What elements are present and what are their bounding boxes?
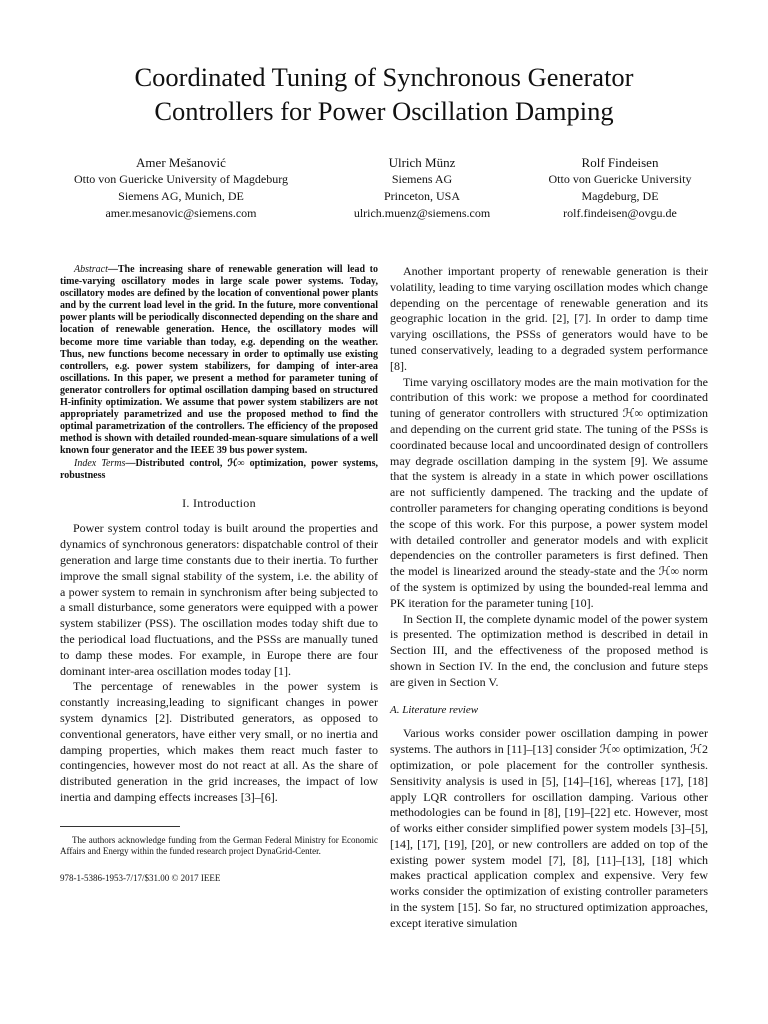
section-heading-introduction: I. Introduction: [182, 495, 256, 510]
body-paragraph-4: Various works consider power oscillation damping in power systems. The authors in [11]–[13] consider ℋ∞ optimization, ℋ2 optimization, or pole placement for the controller synthesis. Sensitivity analysis is used in [5], [14]–[16], whereas [17], [18] apply LQR controllers for oscillation damping. Various other methodologies can be found in [8], [19]–[22] etc. However, most of works either consider simplified power system models [3]–[5], [14], [17], [19], [20], or new controllers are added on top of the existing power system model [7], [8], [11]–[13], [18] which makes practical application complex and expensive. Very few works consider the optimization of existing controller parameters in the system [15]. So far, no structured optimization approaches, except iterative simulation: [390, 726, 708, 930]
author-block-2: [322, 154, 522, 222]
author-affiliation: Otto von Guericke University: [548, 172, 692, 186]
author-email: amer.mesanovic@siemens.com: [105, 206, 257, 220]
intro-paragraph-2: The percentage of renewables in the power system is constantly increasing,leading to significant changes in power system dynamics [2]. Distributed generators, as opposed to conventional generators, have either very small, or no inertia and damping properties, which makes them react much faster to contingencies, however most do not react at all. As the share of distributed generation in the grid increases, the impact of low inertia and damping effects increases [3]–[6].: [60, 679, 378, 805]
author-affiliation: Magdeburg, DE: [581, 189, 659, 203]
author-affiliation: Siemens AG, Munich, DE: [118, 189, 244, 203]
index-terms: [60, 458, 378, 482]
paper-title: [40, 60, 728, 128]
author-affiliation: Otto von Guericke University of Magdeburg: [73, 172, 289, 186]
body-paragraph-2: Time varying oscillatory modes are the main motivation for the contribution of this work: we propose a method for coordinated tuning of generator controllers with structured ℋ∞ optimization and depending on the current grid state. The tuning of the PSSs is coordinated because local and uncoordinated design of controllers may degrade oscillation damping in the system [9]. We assume that the system is already in a state in which power oscillations are not sufficiently dampened. The tracking and the update of controller parameters for changing operating conditions is beyond the scope of this work. For this purpose, a power system model with detailed controller and generator models and with explicit dependencies on the controller parameters is first defined. Then the model is linearized around the steady-state and the ℋ∞ norm of the system is optimized by using the bounded-real lemma and PK iteration for the parameter tuning [10].: [390, 374, 708, 610]
footnote-rule: [60, 826, 180, 827]
author-affiliation: Siemens AG: [391, 172, 453, 186]
abstract-label: Abstract: [74, 264, 108, 275]
author-block-1: [56, 154, 306, 222]
author-name: Rolf Findeisen: [581, 155, 659, 170]
intro-paragraph-1: Power system control today is built around the properties and dynamics of synchronous generators: dispatchable control of their generation and large time constants due to their inertia. To further improve the small signal stability of the system, i.e. the ability of a power system to remain in synchronism after being subjected to a small disturbance, some generators were equipped with a power system stabilizer (PSS). The oscillation modes today shift due to the periodical load fluctuations, and the PSSs are manually tuned to damp these modes. For example, in Europe there are four dominant inter-area oscillation modes today [1].: [60, 521, 378, 678]
left-column: [60, 264, 378, 884]
body-paragraph-3: In Section II, the complete dynamic model of the power system is presented. The optimization method is described in detail in Section III, and the effectiveness of the proposed method is shown in Section IV. In the end, the conclusion and future steps are given in Section V.: [390, 611, 708, 689]
copyright-notice: 978-1-5386-1953-7/17/$31.00 © 2017 IEEE: [60, 872, 221, 883]
author-name: Amer Mešanović: [136, 155, 226, 170]
funding-footnote: The authors acknowledge funding from the German Federal Ministry for Economic Affairs and Energy within the funded research project DynaGrid-Center.: [60, 834, 378, 856]
author-name: Ulrich Münz: [388, 155, 456, 170]
abstract: [60, 264, 378, 458]
index-terms-label: Index Terms: [74, 457, 126, 469]
index-terms-text: —Distributed control, ℋ∞ optimization, power systems, robustness: [60, 457, 378, 481]
subsection-heading-literature-review: A. Literature review: [390, 703, 479, 716]
body-paragraph-1: Another important property of renewable generation is their volatility, leading to time varying oscillation modes which change depending on the percentage of renewable generation and its geographic location in the grid. [2], [7]. In order to damp time varying oscillations, the PSSs of generators would have to be tuned conservatively, leading to a degraded system performance [8].: [390, 264, 708, 373]
title-line-2: Controllers for Power Oscillation Damping: [154, 96, 614, 126]
author-block-3: [520, 154, 720, 222]
author-email: rolf.findeisen@ovgu.de: [563, 206, 677, 220]
title-line-1: Coordinated Tuning of Synchronous Generator: [134, 62, 634, 92]
abstract-text: —The increasing share of renewable generation will lead to time-varying oscillatory modes in large scale power systems. Today, oscillatory modes are defined by the location of conventional power plants and by the current load level in the grid. In the future, more conventional power plants will be periodically disconnected depending on the share and location of renewable generation. Hence, the oscillatory modes will become more time variable than today, e.g. depending on the weather. Thus, new functions become necessary in order to optimally use existing controllers, e.g. power system stabilizers, for damping of inter-area oscillations. In this paper, we present a method for parameter tuning of generator controllers for optimal oscillation damping based on structured H-infinity optimization. We assume that power system stabilizers are not appropriately parametrized and use the proposed method to find the optimal parametrization of the controllers. The efficiency of the proposed method is shown with detailed rounded-mean-square simulations of a well known four generator and the IEEE 39 bus power system.: [60, 264, 378, 457]
right-column: [390, 264, 708, 932]
author-email: ulrich.muenz@siemens.com: [353, 206, 491, 220]
author-affiliation: Princeton, USA: [384, 189, 460, 203]
